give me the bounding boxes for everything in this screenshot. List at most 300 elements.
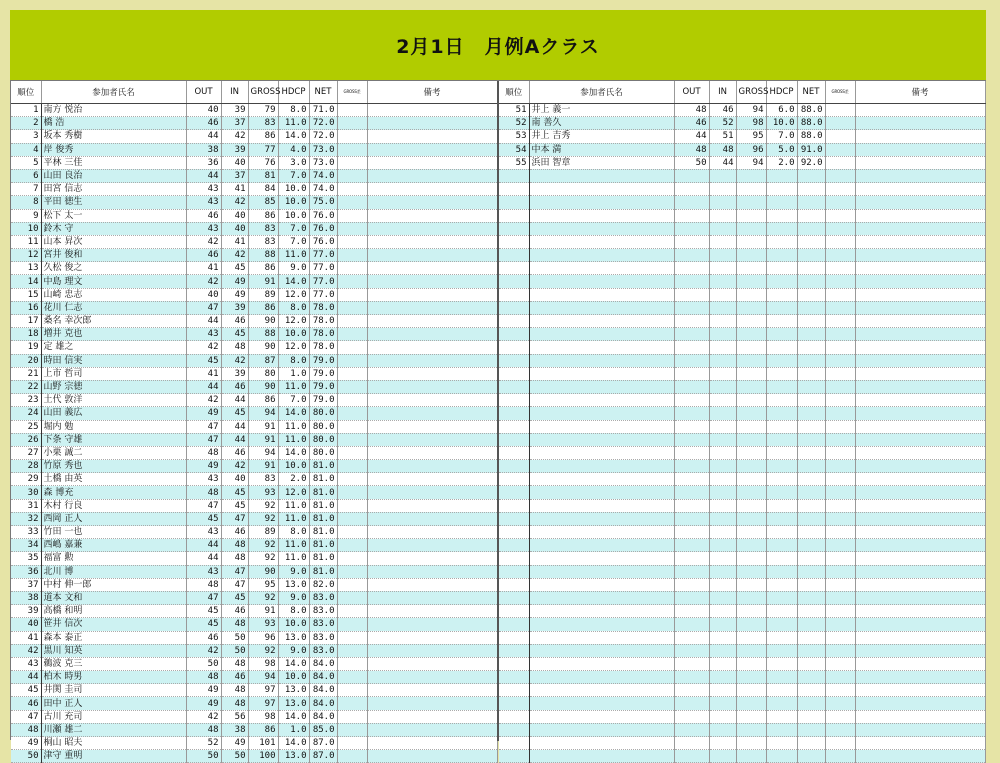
row-net xyxy=(797,315,825,328)
row-in: 46 xyxy=(221,671,248,684)
row-name: 笹井 信次 xyxy=(41,618,186,631)
row-in xyxy=(709,183,736,196)
row-net xyxy=(797,341,825,354)
row-out xyxy=(674,394,709,407)
row-out: 44 xyxy=(186,539,221,552)
row-hdcp xyxy=(766,301,797,314)
row-out: 47 xyxy=(186,499,221,512)
row-gross-diff xyxy=(337,407,367,420)
row-out: 42 xyxy=(186,341,221,354)
row-gross: 94 xyxy=(736,104,766,117)
row-note xyxy=(367,605,497,618)
row-net: 84.0 xyxy=(309,710,337,723)
row-net xyxy=(797,710,825,723)
row-hdcp xyxy=(766,737,797,750)
row-gross-diff xyxy=(825,420,855,433)
row-out xyxy=(674,222,709,235)
col-gross-diff-header: GROSS差 xyxy=(337,81,367,104)
row-gross xyxy=(736,222,766,235)
row-rank xyxy=(499,578,529,591)
row-net xyxy=(797,169,825,182)
row-in: 48 xyxy=(221,618,248,631)
row-name xyxy=(529,420,674,433)
row-net: 80.0 xyxy=(309,433,337,446)
row-in: 45 xyxy=(221,262,248,275)
row-gross: 89 xyxy=(248,288,278,301)
row-hdcp: 1.0 xyxy=(278,723,309,736)
row-name: 時田 信実 xyxy=(41,354,186,367)
table-row xyxy=(11,433,497,446)
row-name: 花川 仁志 xyxy=(41,301,186,314)
row-in: 45 xyxy=(221,328,248,341)
table-row xyxy=(11,539,497,552)
row-note xyxy=(367,671,497,684)
title-bar xyxy=(10,10,986,80)
row-in: 49 xyxy=(221,275,248,288)
row-note xyxy=(367,156,497,169)
row-net xyxy=(797,526,825,539)
row-note xyxy=(855,460,985,473)
row-note xyxy=(367,117,497,130)
row-net: 82.0 xyxy=(309,578,337,591)
row-gross: 77 xyxy=(248,143,278,156)
row-rank xyxy=(499,684,529,697)
row-name: 土橋 由英 xyxy=(41,473,186,486)
row-gross: 98 xyxy=(248,657,278,670)
row-gross: 93 xyxy=(248,618,278,631)
row-in xyxy=(709,262,736,275)
row-note xyxy=(855,578,985,591)
row-gross: 91 xyxy=(248,420,278,433)
row-gross-diff xyxy=(337,367,367,380)
row-in: 42 xyxy=(221,249,248,262)
row-hdcp: 10.0 xyxy=(766,117,797,130)
row-rank: 39 xyxy=(11,605,41,618)
row-rank: 29 xyxy=(11,473,41,486)
row-rank: 16 xyxy=(11,301,41,314)
row-net xyxy=(797,446,825,459)
row-hdcp: 14.0 xyxy=(278,407,309,420)
row-gross: 83 xyxy=(248,235,278,248)
row-name: 井上 義一 xyxy=(529,104,674,117)
row-note xyxy=(855,196,985,209)
row-gross xyxy=(736,750,766,763)
row-gross-diff xyxy=(337,750,367,763)
table-row xyxy=(11,394,497,407)
row-gross: 91 xyxy=(248,275,278,288)
row-gross-diff xyxy=(337,697,367,710)
row-hdcp: 8.0 xyxy=(278,104,309,117)
row-note xyxy=(855,156,985,169)
row-name xyxy=(529,552,674,565)
table-row xyxy=(11,130,497,143)
row-out xyxy=(674,486,709,499)
row-gross: 92 xyxy=(248,539,278,552)
table-row xyxy=(11,117,497,130)
row-note xyxy=(855,671,985,684)
row-hdcp: 4.0 xyxy=(278,143,309,156)
table-row xyxy=(11,526,497,539)
row-in: 41 xyxy=(221,235,248,248)
row-out xyxy=(674,420,709,433)
row-hdcp: 5.0 xyxy=(766,143,797,156)
table-row xyxy=(11,235,497,248)
row-out: 45 xyxy=(186,618,221,631)
row-out: 46 xyxy=(186,249,221,262)
row-hdcp: 12.0 xyxy=(278,288,309,301)
table-row xyxy=(499,156,985,169)
row-hdcp: 7.0 xyxy=(766,130,797,143)
row-rank xyxy=(499,526,529,539)
row-net: 81.0 xyxy=(309,526,337,539)
row-out: 46 xyxy=(186,631,221,644)
table-row xyxy=(499,657,985,670)
row-rank: 52 xyxy=(499,117,529,130)
row-net: 87.0 xyxy=(309,737,337,750)
row-name: 南方 悦治 xyxy=(41,104,186,117)
table-row xyxy=(11,446,497,459)
row-gross-diff xyxy=(825,552,855,565)
row-gross: 98 xyxy=(248,710,278,723)
row-rank: 54 xyxy=(499,143,529,156)
row-gross-diff xyxy=(825,394,855,407)
row-name xyxy=(529,618,674,631)
row-in: 40 xyxy=(221,156,248,169)
row-gross-diff xyxy=(337,262,367,275)
table-row xyxy=(499,235,985,248)
row-note xyxy=(855,552,985,565)
row-in xyxy=(709,644,736,657)
row-note xyxy=(855,328,985,341)
row-hdcp xyxy=(766,697,797,710)
row-note xyxy=(855,565,985,578)
row-name: 下条 守雄 xyxy=(41,433,186,446)
row-gross xyxy=(736,710,766,723)
row-out xyxy=(674,288,709,301)
row-gross: 94 xyxy=(736,156,766,169)
row-gross-diff xyxy=(337,512,367,525)
row-in xyxy=(709,486,736,499)
row-out: 45 xyxy=(186,605,221,618)
row-gross-diff xyxy=(337,631,367,644)
row-rank: 43 xyxy=(11,657,41,670)
row-name xyxy=(529,644,674,657)
row-note xyxy=(855,605,985,618)
row-note xyxy=(855,183,985,196)
row-in: 39 xyxy=(221,143,248,156)
table-row xyxy=(499,143,985,156)
table-row xyxy=(11,684,497,697)
table-row xyxy=(11,328,497,341)
table-row xyxy=(11,723,497,736)
row-hdcp xyxy=(766,710,797,723)
row-in: 48 xyxy=(221,552,248,565)
row-note xyxy=(367,249,497,262)
row-gross-diff xyxy=(337,209,367,222)
row-net: 85.0 xyxy=(309,723,337,736)
row-net: 80.0 xyxy=(309,407,337,420)
row-name: 道本 文和 xyxy=(41,591,186,604)
row-gross-diff xyxy=(337,446,367,459)
row-name xyxy=(529,697,674,710)
table-row xyxy=(499,315,985,328)
row-hdcp: 14.0 xyxy=(278,737,309,750)
row-in: 48 xyxy=(221,657,248,670)
row-note xyxy=(855,104,985,117)
row-in xyxy=(709,222,736,235)
row-hdcp xyxy=(766,420,797,433)
row-net: 83.0 xyxy=(309,591,337,604)
row-name xyxy=(529,196,674,209)
row-net xyxy=(797,631,825,644)
row-name xyxy=(529,591,674,604)
row-net: 84.0 xyxy=(309,657,337,670)
table-row xyxy=(499,486,985,499)
row-name: 田宮 信志 xyxy=(41,183,186,196)
table-row xyxy=(499,249,985,262)
row-rank xyxy=(499,631,529,644)
row-rank xyxy=(499,262,529,275)
row-out xyxy=(674,209,709,222)
row-rank: 44 xyxy=(11,671,41,684)
row-hdcp: 9.0 xyxy=(278,644,309,657)
row-name xyxy=(529,328,674,341)
col-gross-header: GROSS xyxy=(248,81,278,104)
row-note xyxy=(367,460,497,473)
row-in xyxy=(709,631,736,644)
table-row xyxy=(11,209,497,222)
row-note xyxy=(855,394,985,407)
row-name: 浜田 智章 xyxy=(529,156,674,169)
row-in: 49 xyxy=(221,288,248,301)
row-note xyxy=(855,117,985,130)
col-hdcp-header: HDCP xyxy=(278,81,309,104)
row-in: 40 xyxy=(221,209,248,222)
row-out: 41 xyxy=(186,367,221,380)
table-row xyxy=(499,750,985,763)
row-rank xyxy=(499,209,529,222)
row-in xyxy=(709,433,736,446)
row-rank: 21 xyxy=(11,367,41,380)
table-row xyxy=(11,644,497,657)
row-gross-diff xyxy=(337,380,367,393)
table-row xyxy=(11,156,497,169)
row-hdcp: 10.0 xyxy=(278,196,309,209)
row-hdcp: 11.0 xyxy=(278,552,309,565)
table-row xyxy=(11,196,497,209)
row-out: 43 xyxy=(186,473,221,486)
row-gross-diff xyxy=(825,104,855,117)
row-note xyxy=(367,235,497,248)
row-note xyxy=(855,446,985,459)
row-note xyxy=(855,380,985,393)
row-note xyxy=(855,420,985,433)
row-note xyxy=(367,750,497,763)
row-note xyxy=(855,737,985,750)
row-gross xyxy=(736,657,766,670)
row-hdcp: 10.0 xyxy=(278,183,309,196)
row-gross: 86 xyxy=(248,394,278,407)
row-hdcp xyxy=(766,222,797,235)
row-out xyxy=(674,380,709,393)
table-row xyxy=(499,737,985,750)
row-name: 北川 博 xyxy=(41,565,186,578)
table-row xyxy=(499,552,985,565)
row-gross-diff xyxy=(825,156,855,169)
col-gross-diff-header: GROSS差 xyxy=(825,81,855,104)
row-rank: 17 xyxy=(11,315,41,328)
table-row xyxy=(11,499,497,512)
row-name xyxy=(529,288,674,301)
row-name: 田中 正人 xyxy=(41,697,186,710)
row-gross-diff xyxy=(337,420,367,433)
row-rank xyxy=(499,552,529,565)
row-rank: 18 xyxy=(11,328,41,341)
row-out: 48 xyxy=(186,578,221,591)
row-net xyxy=(797,394,825,407)
row-rank xyxy=(499,539,529,552)
row-note xyxy=(367,196,497,209)
table-row xyxy=(11,183,497,196)
row-rank: 32 xyxy=(11,512,41,525)
row-rank: 24 xyxy=(11,407,41,420)
row-gross-diff xyxy=(337,657,367,670)
row-note xyxy=(855,130,985,143)
table-row xyxy=(11,249,497,262)
row-rank xyxy=(499,315,529,328)
row-hdcp xyxy=(766,499,797,512)
row-gross xyxy=(736,169,766,182)
table-row xyxy=(499,262,985,275)
row-name xyxy=(529,526,674,539)
row-note xyxy=(367,684,497,697)
table-row xyxy=(499,288,985,301)
row-name xyxy=(529,486,674,499)
row-net xyxy=(797,460,825,473)
row-in xyxy=(709,169,736,182)
row-gross-diff xyxy=(337,130,367,143)
row-hdcp: 10.0 xyxy=(278,328,309,341)
row-gross-diff xyxy=(825,737,855,750)
row-name: 黒川 知英 xyxy=(41,644,186,657)
row-net xyxy=(797,565,825,578)
row-gross: 84 xyxy=(248,183,278,196)
row-hdcp xyxy=(766,394,797,407)
row-note xyxy=(855,697,985,710)
row-gross-diff xyxy=(825,591,855,604)
row-rank xyxy=(499,394,529,407)
row-rank: 26 xyxy=(11,433,41,446)
row-in: 50 xyxy=(221,631,248,644)
row-note xyxy=(855,644,985,657)
table-row xyxy=(11,591,497,604)
row-gross-diff xyxy=(825,315,855,328)
row-hdcp xyxy=(766,512,797,525)
table-row xyxy=(11,618,497,631)
row-gross-diff xyxy=(825,460,855,473)
row-gross-diff xyxy=(337,104,367,117)
row-net: 77.0 xyxy=(309,288,337,301)
row-out: 47 xyxy=(186,301,221,314)
row-net xyxy=(797,209,825,222)
row-note xyxy=(855,433,985,446)
row-gross-diff xyxy=(825,169,855,182)
row-name xyxy=(529,605,674,618)
row-net: 77.0 xyxy=(309,262,337,275)
row-in xyxy=(709,249,736,262)
row-gross-diff xyxy=(825,249,855,262)
row-note xyxy=(367,169,497,182)
results-sheet xyxy=(10,80,986,762)
row-hdcp: 12.0 xyxy=(278,341,309,354)
row-out xyxy=(674,552,709,565)
row-name: 増井 克也 xyxy=(41,328,186,341)
row-note xyxy=(367,618,497,631)
row-name: 川瀬 雄二 xyxy=(41,723,186,736)
row-in xyxy=(709,737,736,750)
row-hdcp xyxy=(766,565,797,578)
row-in: 46 xyxy=(221,380,248,393)
table-row xyxy=(499,631,985,644)
row-note xyxy=(855,354,985,367)
row-name xyxy=(529,262,674,275)
row-rank: 47 xyxy=(11,710,41,723)
col-name-header: 参加者氏名 xyxy=(529,81,674,104)
row-gross-diff xyxy=(337,328,367,341)
row-hdcp: 14.0 xyxy=(278,446,309,459)
row-gross xyxy=(736,565,766,578)
row-net xyxy=(797,644,825,657)
row-name: 中島 理文 xyxy=(41,275,186,288)
row-note xyxy=(855,288,985,301)
row-note xyxy=(367,341,497,354)
row-rank: 4 xyxy=(11,143,41,156)
row-note xyxy=(855,512,985,525)
row-net xyxy=(797,657,825,670)
row-note xyxy=(855,301,985,314)
row-in xyxy=(709,710,736,723)
row-rank: 27 xyxy=(11,446,41,459)
row-rank: 14 xyxy=(11,275,41,288)
row-net: 79.0 xyxy=(309,380,337,393)
row-net xyxy=(797,235,825,248)
row-in xyxy=(709,723,736,736)
row-net: 88.0 xyxy=(797,104,825,117)
row-rank xyxy=(499,750,529,763)
row-in: 42 xyxy=(221,196,248,209)
row-name: 高橋 和明 xyxy=(41,605,186,618)
row-rank xyxy=(499,420,529,433)
row-out xyxy=(674,526,709,539)
row-note xyxy=(367,275,497,288)
row-in: 42 xyxy=(221,354,248,367)
row-note xyxy=(367,315,497,328)
row-in xyxy=(709,526,736,539)
row-net: 81.0 xyxy=(309,460,337,473)
row-net xyxy=(797,486,825,499)
table-row xyxy=(11,420,497,433)
row-in xyxy=(709,697,736,710)
row-gross: 80 xyxy=(248,367,278,380)
row-hdcp xyxy=(766,433,797,446)
row-in: 44 xyxy=(221,433,248,446)
table-row xyxy=(499,117,985,130)
row-hdcp xyxy=(766,262,797,275)
row-in xyxy=(709,565,736,578)
row-rank xyxy=(499,512,529,525)
table-row xyxy=(499,578,985,591)
row-gross: 92 xyxy=(248,552,278,565)
